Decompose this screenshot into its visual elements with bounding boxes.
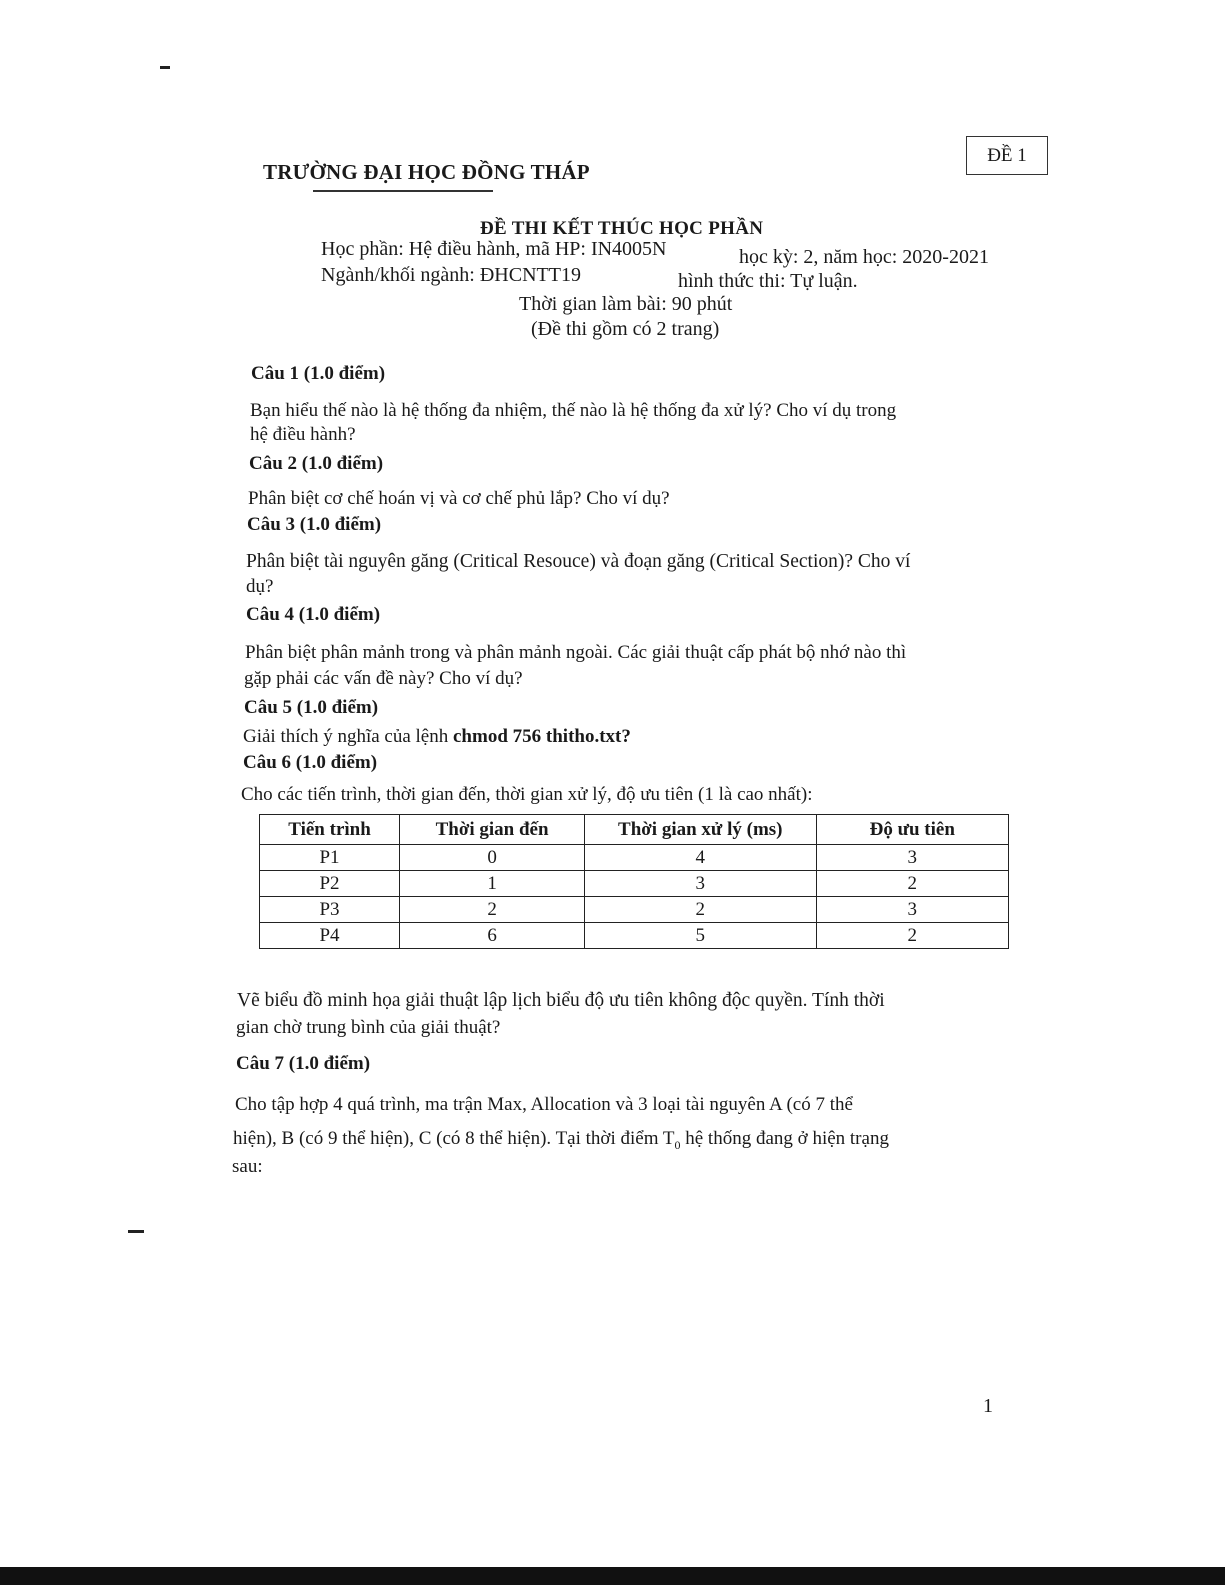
exam-code-box: ĐỀ 1 [966,136,1048,175]
semester-info: học kỳ: 2, năm học: 2020-2021 [739,246,989,268]
question-4-title: Câu 4 (1.0 điểm) [246,604,381,625]
page-number: 1 [983,1395,993,1417]
table-header-row [260,815,1009,845]
question-7-line-2 [233,1124,889,1160]
table-cell: 1 [400,871,585,897]
question-6-intro: Cho các tiến trình, thời gian đến, thời gian xử lý, độ ưu tiên (1 là cao nhất): [241,784,813,805]
table-cell: P1 [260,845,400,871]
question-3-line-1: Phân biệt tài nguyên găng (Critical Resouce) và đoạn găng (Critical Section)? Cho ví [246,551,911,572]
table-cell: 5 [585,923,816,949]
column-header: Thời gian đến [400,815,585,845]
question-5-text [243,722,631,752]
table-cell: 4 [585,845,816,871]
table-cell: 2 [585,897,816,923]
question-1-line-2: hệ điều hành? [250,424,356,445]
table-cell: 2 [400,897,585,923]
exam-title: ĐỀ THI KẾT THÚC HỌC PHẦN [480,218,764,239]
table-cell: 6 [400,923,585,949]
table-cell: P2 [260,871,400,897]
question-1-title: Câu 1 (1.0 điểm) [251,363,386,384]
table-cell: 3 [816,845,1009,871]
table-row [260,923,1009,949]
table-cell: 2 [816,923,1009,949]
question-6-after-line-1: Vẽ biểu đồ minh họa giải thuật lập lịch biểu độ ưu tiên không độc quyền. Tính thời [237,990,885,1011]
table-row [260,845,1009,871]
table-cell: 0 [400,845,585,871]
process-table [259,814,1009,949]
question-6-after-line-2: gian chờ trung bình của giải thuật? [236,1017,501,1038]
table-row [260,871,1009,897]
question-3-line-2: dụ? [246,576,274,597]
duration-info: Thời gian làm bài: 90 phút [519,293,733,315]
question-1-line-1: Bạn hiểu thế nào là hệ thống đa nhiệm, thế nào là hệ thống đa xử lý? Cho ví dụ trong [250,400,897,421]
question-7-line-1: Cho tập hợp 4 quá trình, ma trận Max, Allocation và 3 loại tài nguyên A (có 7 thể [235,1094,853,1115]
column-header: Độ ưu tiên [816,815,1009,845]
scan-mark [160,66,170,69]
question-5-command: chmod 756 thitho.txt? [453,726,631,747]
question-7-title: Câu 7 (1.0 điểm) [236,1053,371,1074]
question-7-line-2-text: hiện), B (có 9 thể hiện), C (có 8 thể hiện). Tại thời điểm T [233,1128,675,1149]
table-cell: 2 [816,871,1009,897]
question-4-line-1: Phân biệt phân mảnh trong và phân mảnh ngoài. Các giải thuật cấp phát bộ nhớ nào thì [245,642,907,663]
table-cell: P4 [260,923,400,949]
column-header: Thời gian xử lý (ms) [585,815,816,845]
subscript-zero: 0 [674,1137,681,1152]
school-name: TRƯỜNG ĐẠI HỌC ĐỒNG THÁP [263,160,590,184]
major-info: Ngành/khối ngành: ĐHCNTT19 [321,264,581,286]
table-cell: 3 [816,897,1009,923]
question-4-line-2: gặp phải các vấn đề này? Cho ví dụ? [244,668,523,689]
question-7-line-3: sau: [232,1156,263,1177]
pages-info: (Đề thi gồm có 2 trang) [531,318,720,340]
table-cell: P3 [260,897,400,923]
column-header: Tiến trình [260,815,400,845]
school-underline [313,190,493,192]
scan-mark [128,1230,144,1233]
question-5-prefix: Giải thích ý nghĩa của lệnh [243,726,453,747]
format-info: hình thức thi: Tự luận. [678,270,858,292]
question-7-line-2-tail: hệ thống đang ở hiện trạng [685,1128,889,1149]
course-info: Học phần: Hệ điều hành, mã HP: IN4005N [321,238,667,260]
question-2-line-1: Phân biệt cơ chế hoán vị và cơ chế phủ lắp? Cho ví dụ? [248,488,670,509]
table-cell: 3 [585,871,816,897]
question-2-title: Câu 2 (1.0 điểm) [249,453,384,474]
scan-border [0,1567,1225,1585]
question-3-title: Câu 3 (1.0 điểm) [247,514,382,535]
question-5-title: Câu 5 (1.0 điểm) [244,697,379,718]
question-6-title: Câu 6 (1.0 điểm) [243,752,378,773]
table-row [260,897,1009,923]
